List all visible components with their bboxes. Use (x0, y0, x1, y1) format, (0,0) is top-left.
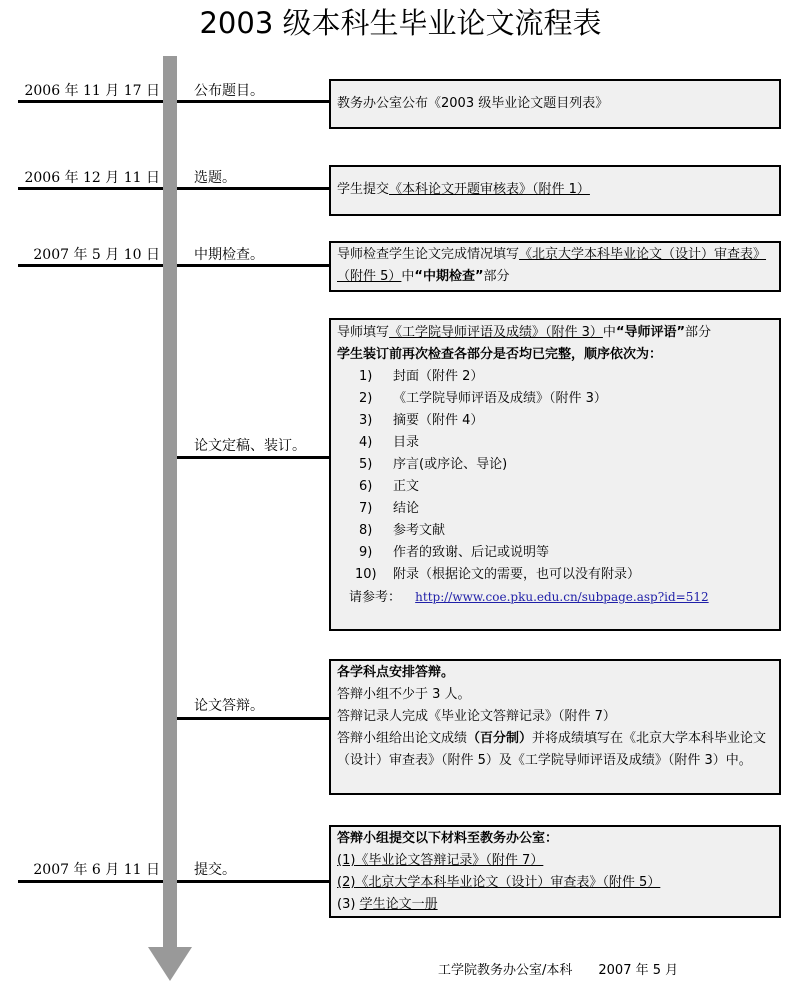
date-line (18, 264, 163, 267)
box-text: 中 (401, 269, 415, 284)
step-box-midterm (329, 241, 781, 292)
submit-heading: 答辩小组提交以下材料至教务办公室： (337, 831, 559, 846)
step-stage: 中期检查。 (194, 247, 264, 263)
checklist-heading: 学生装订前再次检查各部分是否均已完整，顺序依次为： (337, 347, 663, 362)
box-text: 答辩记录人完成《毕业论文答辩记录》（附件 7） (337, 709, 616, 724)
box-text: 教务办公室公布《2003 级毕业论文题目列表》 (337, 96, 609, 111)
step-date: 2007 年 5 月 10 日 (33, 247, 160, 263)
stage-line (177, 100, 329, 103)
step-stage: 提交。 (194, 862, 236, 878)
form-reference: 《北京大学本科毕业论文（设计）审查表》（附件 5） (337, 247, 767, 284)
reference-link[interactable]: http://www.coe.pku.edu.cn/subpage.asp?id=512 (415, 590, 709, 604)
list-item: 3) 摘要（附件 4） (359, 413, 484, 428)
box-text: 部分 (483, 269, 510, 284)
step-box-select (329, 165, 781, 216)
reference-row (337, 586, 773, 609)
date-line (18, 100, 163, 103)
list-item: 1) 封面（附件 2） (359, 369, 484, 384)
timeline-axis (163, 56, 177, 949)
emphasis-text: （百分制） (467, 731, 533, 746)
stage-line (177, 187, 329, 190)
list-item: 4) 目录 (359, 435, 420, 450)
emphasis-text: “导师评语” (615, 325, 686, 340)
stage-line (177, 717, 329, 720)
step-box-publish (329, 79, 781, 129)
list-item: (3) 学生论文一册 (337, 897, 438, 912)
defense-heading: 各学科点安排答辩。 (337, 665, 455, 680)
box-text: 导师检查学生论文完成情况填写 (337, 247, 520, 262)
emphasis-text: “中期检查” (414, 269, 484, 284)
list-item: 9) 作者的致谢、后记或说明等 (359, 545, 550, 560)
box-text: 答辩小组不少于 3 人。 (337, 687, 471, 702)
step-date: 2006 年 11 月 17 日 (24, 83, 160, 99)
date-line (18, 187, 163, 190)
box-text: 导师填写《工学院导师评语及成绩》（附件 3）中“导师评语”部分 (337, 325, 712, 340)
form-reference: 《工学院导师评语及成绩》（附件 3） (389, 325, 603, 340)
step-stage: 论文答辩。 (194, 698, 264, 714)
box-text: 答辩小组给出论文成绩（百分制）并将成绩填写在《北京大学本科毕业论文（设计）审查表》（附件 5）及《工学院导师评语及成绩》（附件 3）中。 (337, 731, 767, 768)
timeline-arrow (148, 947, 192, 981)
list-item: (1)《毕业论文答辩记录》（附件 7） (337, 853, 544, 868)
date-line (18, 880, 163, 883)
reference-label: 请参考： (349, 590, 402, 605)
list-item: 7) 结论 (359, 501, 420, 516)
list-item: 10) 附录（根据论文的需要，也可以没有附录） (355, 567, 641, 582)
box-text: 学生提交 (337, 182, 390, 197)
list-item: 8) 参考文献 (359, 523, 446, 538)
step-box-finalize (329, 318, 781, 631)
form-reference: 《本科论文开题审核表》（附件 1） (389, 182, 590, 197)
page-title: 2003 级本科生毕业论文流程表 (199, 6, 602, 40)
step-date: 2006 年 12 月 11 日 (24, 170, 160, 186)
step-stage: 论文定稿、装订。 (194, 438, 306, 454)
step-box-submit (329, 825, 781, 918)
list-item: 2) 《工学院导师评语及成绩》（附件 3） (359, 391, 607, 406)
stage-line (177, 456, 329, 459)
checklist (337, 366, 773, 586)
step-stage: 公布题目。 (194, 83, 264, 99)
stage-line (177, 880, 329, 883)
list-item: 5) 序言(或序论、导论) (359, 457, 508, 472)
step-date: 2007 年 6 月 11 日 (33, 862, 160, 878)
stage-line (177, 264, 329, 267)
step-box-defense (329, 659, 781, 795)
step-stage: 选题。 (194, 170, 236, 186)
footer-note: 工学院教务办公室/本科 2007 年 5 月 (438, 963, 679, 978)
list-item: (2)《北京大学本科毕业论文（设计）审查表》（附件 5） (337, 875, 661, 890)
list-item: 6) 正文 (359, 479, 420, 494)
